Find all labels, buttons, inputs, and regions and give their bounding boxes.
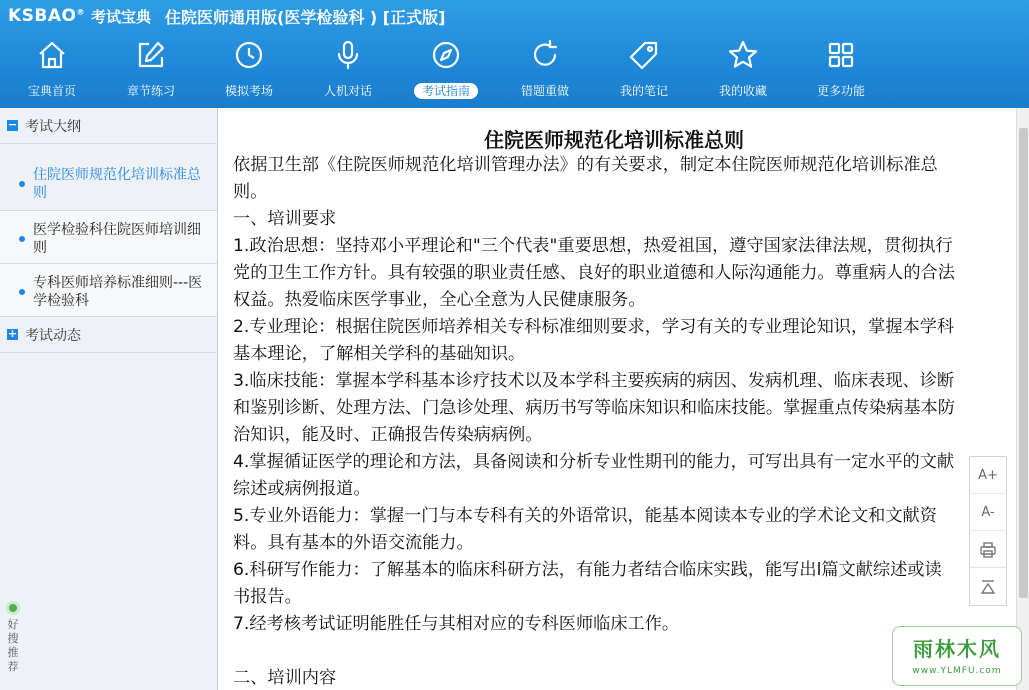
paragraph: 4.掌握循证医学的理论和方法，具备阅读和分析专业性期刊的能力，可写出具有一定水平的文献综述或病例报道。	[233, 452, 955, 499]
section-exam-news[interactable]	[0, 317, 217, 353]
document-body	[233, 152, 957, 690]
section-label: 考试大纲	[25, 118, 81, 135]
paragraph: 6.科研写作能力：了解基本的临床科研方法，有能力者结合临床实践，能写出l篇文献综述或读书报告。	[233, 560, 942, 607]
star-icon	[726, 38, 760, 72]
section-heading: 二、培训内容	[233, 668, 337, 688]
nav-chapter-practice[interactable]: 章节练习	[106, 34, 196, 104]
sidebar-item-lab-training-rules[interactable]	[0, 211, 217, 264]
title-bar	[8, 4, 445, 28]
sidebar-item-label: 专科医师培养标准细则---医学检验科	[33, 275, 203, 309]
back-to-top-button[interactable]	[970, 568, 1006, 605]
paragraph: 2.专业理论：根据住院医师培养相关专科标准细则要求，学习有关的专业理论知识，掌握本学科基本理论，了解相关学科的基础知识。	[233, 317, 955, 364]
nav-more-functions[interactable]: 更多功能	[796, 34, 886, 104]
app-header	[0, 0, 1029, 108]
logo-chinese: 考试宝典	[90, 7, 151, 26]
watermark-name: 雨林木风	[913, 637, 1001, 661]
sidebar-item-label: 住院医师规范化培训标准总则	[33, 167, 201, 201]
nav-my-notes[interactable]: 我的笔记	[599, 34, 689, 104]
nav-exam-guide[interactable]: 考试指南	[401, 34, 491, 104]
edit-icon	[134, 38, 168, 72]
watermark-url: www.YLMFU.com	[912, 666, 1002, 676]
paragraph: 依据卫生部《住院医师规范化培训管理办法》的有关要求，制定本住院医师规范化培训标准总则。	[233, 155, 938, 202]
sidebar-item-label: 医学检验科住院医师培训细则	[33, 222, 201, 256]
font-increase-button[interactable]: A+	[970, 457, 1006, 494]
sidebar	[0, 108, 218, 690]
ksbao-logo: KSBAO®	[8, 6, 85, 26]
nav-redo-wrong[interactable]: 错题重做	[500, 34, 590, 104]
nav-mock-exam[interactable]: 模拟考场	[204, 34, 294, 104]
font-decrease-button[interactable]: A-	[970, 494, 1006, 531]
recommend-widget[interactable]	[3, 604, 23, 674]
main-nav	[0, 34, 900, 104]
document-title: 住院医师规范化培训标准总则	[484, 128, 744, 152]
tag-icon	[627, 38, 661, 72]
scrollbar-thumb[interactable]	[1019, 128, 1028, 598]
compass-icon	[429, 38, 463, 72]
back-to-top-icon	[979, 578, 997, 596]
grid-icon	[824, 38, 858, 72]
microphone-icon	[331, 38, 365, 72]
section-label: 考试动态	[25, 327, 81, 344]
refresh-icon	[528, 38, 562, 72]
clock-icon	[232, 38, 266, 72]
collapse-icon[interactable]: −	[7, 118, 18, 131]
paragraph: 3.临床技能：掌握本学科基本诊疗技术以及本学科主要疾病的病因、发病机理、临床表现、诊断和鉴别诊断、处理方法、门急诊处理、病历书写等临床知识和临床技能。掌握重点传染病基本防治知识，能及时、正确报告传染病病例。	[233, 371, 955, 445]
watermark-logo	[892, 626, 1022, 686]
bullet-icon	[19, 181, 25, 187]
sidebar-item-general-rules[interactable]	[0, 144, 217, 211]
paragraph: 5.专业外语能力：掌握一门与本专科有关的外语常识，能基本阅读本专业的学术论文和文献资料。具有基本的外语交流能力。	[233, 506, 937, 553]
document-view	[219, 108, 1016, 690]
paragraph: 1.政治思想：坚持邓小平理论和"三个代表"重要思想，热爱祖国，遵守国家法律法规，贯彻执行党的卫生工作方针。具有较强的职业责任感、良好的职业道德和人际沟通能力。尊重病人的合法权益。热爱临床医学事业，全心全意为人民健康服务。	[233, 236, 955, 310]
vertical-scrollbar[interactable]	[1016, 108, 1029, 690]
nav-home[interactable]: 宝典首页	[7, 34, 97, 104]
reader-tools	[969, 456, 1007, 606]
paragraph: 7.经考核考试证明能胜任与其相对应的专科医师临床工作。	[233, 614, 680, 634]
home-icon	[35, 38, 69, 72]
section-heading: 一、培训要求	[233, 209, 337, 229]
app-title: 住院医师通用版(医学检验科 ) [正式版]	[165, 7, 446, 27]
bullet-icon	[19, 289, 25, 295]
section-exam-outline[interactable]	[0, 108, 217, 144]
status-dot-icon	[9, 604, 17, 612]
nav-favorites[interactable]: 我的收藏	[698, 34, 788, 104]
bullet-icon	[19, 236, 25, 242]
expand-icon[interactable]: +	[7, 327, 18, 340]
print-button[interactable]	[970, 531, 1006, 568]
nav-dialogue[interactable]: 人机对话	[303, 34, 393, 104]
recommend-label: 好搜推荐	[7, 618, 19, 673]
sidebar-item-specialist-standards[interactable]	[0, 264, 217, 317]
printer-icon	[979, 541, 997, 559]
